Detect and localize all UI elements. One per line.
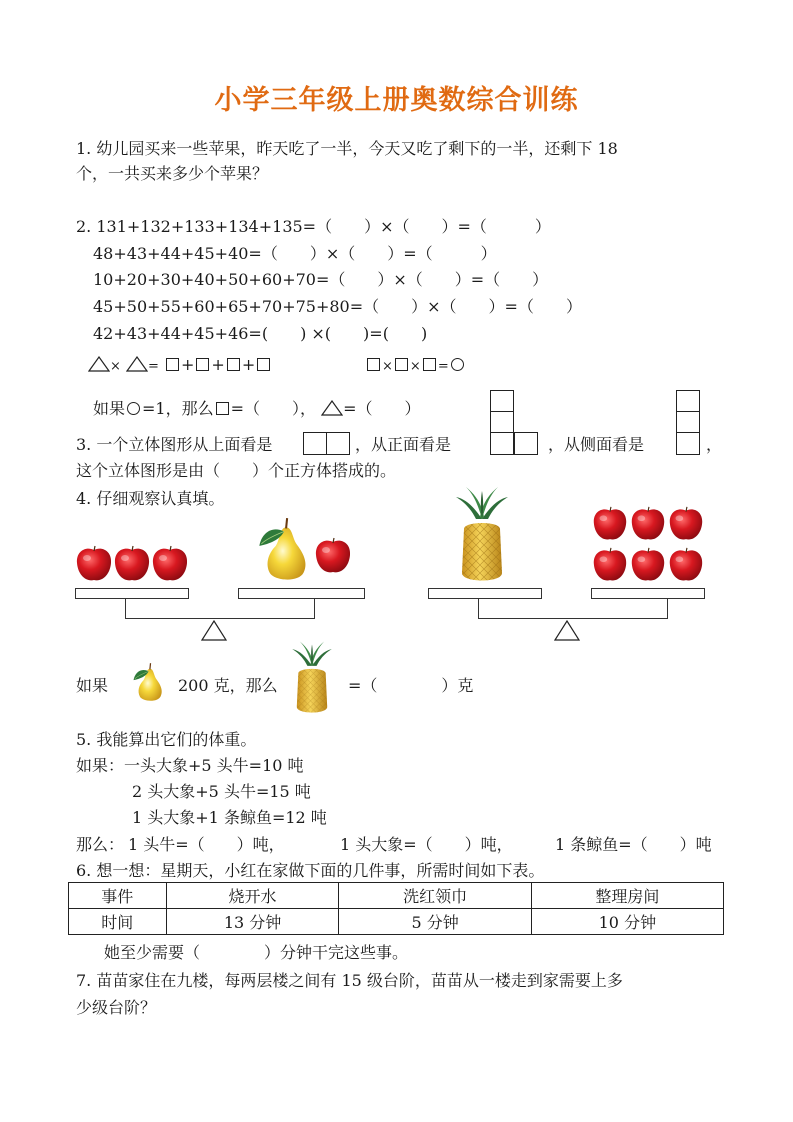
equals-sign: =	[148, 359, 159, 374]
q4-answer-blank: =（ ）克	[348, 676, 474, 695]
square-icon	[196, 358, 209, 371]
q5-answer-cow: 1 头牛=（ ）吨，	[128, 835, 285, 854]
table-cell: 洗红领巾	[339, 883, 531, 909]
table-row	[69, 909, 724, 935]
q5-given-label: 如果：	[76, 756, 125, 775]
apple-icon	[590, 504, 630, 542]
plus-sign: +	[241, 355, 256, 374]
q1-line2: 个，一共买来多少个苹果？	[76, 164, 269, 183]
apple-icon	[666, 504, 706, 542]
q1-line1: 1. 幼儿园买来一些苹果，昨天吃了一半，今天又吃了剩下的一半，还剩下 18	[76, 139, 618, 158]
square-answer-blank: =（ ），	[230, 399, 317, 418]
page-title: 小学三年级上册奥数综合训练	[214, 85, 579, 116]
q4-pear-weight: 200 克，那么	[178, 676, 278, 695]
q3-part3: ，从侧面看是	[548, 435, 645, 454]
triangle-answer-blank: =（ ）	[343, 399, 421, 418]
fulcrum-icon	[553, 619, 581, 641]
square-icon	[216, 402, 229, 415]
table-cell: 10 分钟	[531, 909, 723, 935]
fulcrum-icon	[200, 619, 228, 641]
symbol-condition	[93, 398, 421, 420]
q7-line2: 少级台阶？	[76, 998, 157, 1017]
scale-beam	[478, 598, 668, 619]
q5-given-3: 1 头大象+1 条鲸鱼=12 吨	[132, 808, 327, 827]
q2-line1: 2. 131+132+133+134+135=（ ）×（ ）=（ ）	[76, 217, 551, 236]
apple-icon	[628, 545, 668, 583]
q3-part2: ，从正面看是	[355, 435, 452, 454]
times-sign: ×	[409, 359, 421, 374]
scale-beam	[125, 598, 315, 619]
plus-sign: +	[181, 355, 195, 374]
q6-heading: 6. 想一想：星期天，小红在家做下面的几件事，所需时间如下表。	[76, 861, 545, 880]
triangle-icon	[321, 400, 343, 416]
square-icon	[166, 358, 179, 371]
pear-icon	[256, 513, 310, 585]
plus-sign: +	[211, 355, 225, 374]
pineapple-icon	[450, 485, 514, 585]
q2-line4: 45+50+55+60+65+70+75+80=（ ）×（ ）=（ ）	[93, 297, 582, 316]
q3-part1: 3. 一个立体图形从上面看是	[76, 435, 273, 454]
times-sign: ×	[110, 359, 121, 374]
square-icon	[227, 358, 240, 371]
q5-given-1: 一头大象+5 头牛=10 吨	[124, 756, 304, 775]
q5-answer-whale: 1 条鲸鱼=（ ）吨	[555, 835, 712, 854]
apple-icon	[112, 543, 152, 583]
q4-heading: 4. 仔细观察认真填。	[76, 489, 225, 508]
square-icon	[367, 358, 380, 371]
q6-answer-line: 她至少需要（ ）分钟干完这些事。	[104, 943, 409, 962]
table-cell: 烧开水	[166, 883, 339, 909]
triangle-icon	[88, 356, 110, 372]
q5-heading: 5. 我能算出它们的体重。	[76, 730, 257, 749]
apple-icon	[313, 535, 353, 575]
square-icon	[423, 358, 436, 371]
q2-line5: 42+43+44+45+46=( ) ×( )=( )	[93, 324, 428, 343]
triangle-icon	[126, 356, 148, 372]
symbol-equation-1	[88, 354, 272, 378]
equals-sign: =	[437, 359, 449, 374]
apple-icon	[150, 543, 190, 583]
q5-then-label: 那么：	[76, 835, 125, 854]
q3-line2: 这个立体图形是由（ ）个正方体搭成的。	[76, 461, 397, 480]
square-icon	[257, 358, 270, 371]
table-header-row	[69, 883, 724, 909]
apple-icon	[666, 545, 706, 583]
q3-part4: ，	[706, 435, 723, 454]
q4-prefix: 如果	[76, 676, 109, 695]
times-sign: ×	[382, 359, 393, 374]
table-cell: 整理房间	[531, 883, 723, 909]
apple-icon	[74, 543, 114, 583]
table-cell: 事件	[69, 883, 167, 909]
symbol-equation-2	[365, 354, 466, 378]
table-cell: 5 分钟	[339, 909, 531, 935]
circle-icon	[451, 358, 464, 371]
q5-answer-elephant: 1 头大象=（ ）吨，	[340, 835, 513, 854]
q2-line3: 10+20+30+40+50+60+70=（ ）×（ ）=（ ）	[93, 270, 549, 289]
apple-icon	[590, 545, 630, 583]
q2-line2: 48+43+44+45+40=（ ）×（ ）=（ ）	[93, 244, 497, 263]
condition-prefix: 如果	[93, 399, 126, 418]
square-icon	[395, 358, 408, 371]
table-cell: 时间	[69, 909, 167, 935]
circle-icon	[127, 402, 140, 415]
condition-value: =1，那么	[142, 399, 214, 418]
time-table	[68, 882, 724, 935]
q5-given-2: 2 头大象+5 头牛=15 吨	[132, 782, 311, 801]
pear-icon	[128, 660, 168, 704]
table-cell: 13 分钟	[166, 909, 339, 935]
apple-icon	[628, 504, 668, 542]
pineapple-icon	[288, 640, 336, 716]
q7-line1: 7. 苗苗家住在九楼，每两层楼之间有 15 级台阶，苗苗从一楼走到家需要上多	[76, 971, 623, 990]
